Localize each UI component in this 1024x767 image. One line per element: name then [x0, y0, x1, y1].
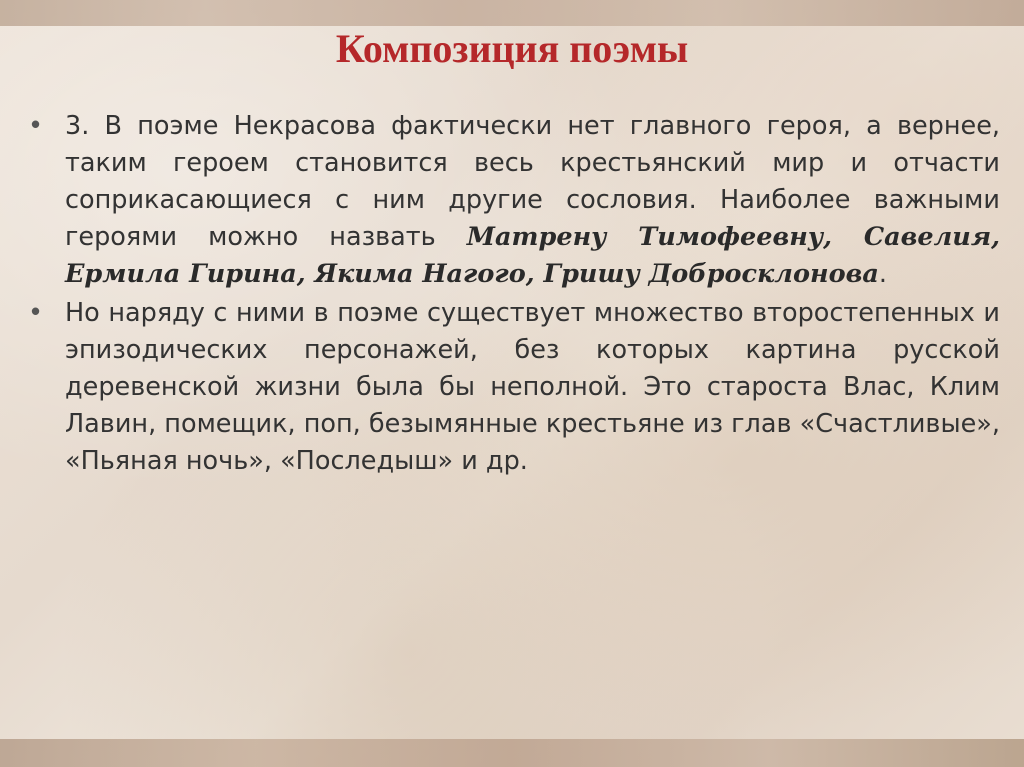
- top-border-strip: [0, 0, 1024, 26]
- bullet-icon: •: [28, 111, 44, 141]
- bullet-item-secondary-characters: [28, 295, 1000, 480]
- bullet-item-main-heroes: [28, 108, 1000, 293]
- bullet-outro-text: .: [878, 259, 887, 289]
- bullet-icon: •: [28, 298, 44, 328]
- bullet-intro-text: 3. В поэме Некрасова фактически нет главного героя, а вернее, таким героем становится весь крестьянский мир и отчасти соприкасающиеся с ним другие сословия. Наиболее важными героями можно назвать: [65, 111, 1000, 252]
- page-title: Композиция поэмы: [335, 26, 689, 71]
- bullet-list: [28, 108, 1000, 482]
- bullet-text: Но наряду с ними в поэме существует множество второстепенных и эпизодических персонажей, без которых картина русской деревенской жизни была бы неполной. Это староста Влас, Клим Лавин, помещик, поп, безымянные крестьяне из глав «Счастливые», «Пьяная ночь», «Последыш» и др.: [65, 298, 1000, 476]
- hero-names-highlight: Матрену Тимофеевну, Савелия, Ермила Гирина, Якима Нагого, Гришу Добросклонова: [65, 222, 1000, 289]
- bottom-border-strip: [0, 739, 1024, 767]
